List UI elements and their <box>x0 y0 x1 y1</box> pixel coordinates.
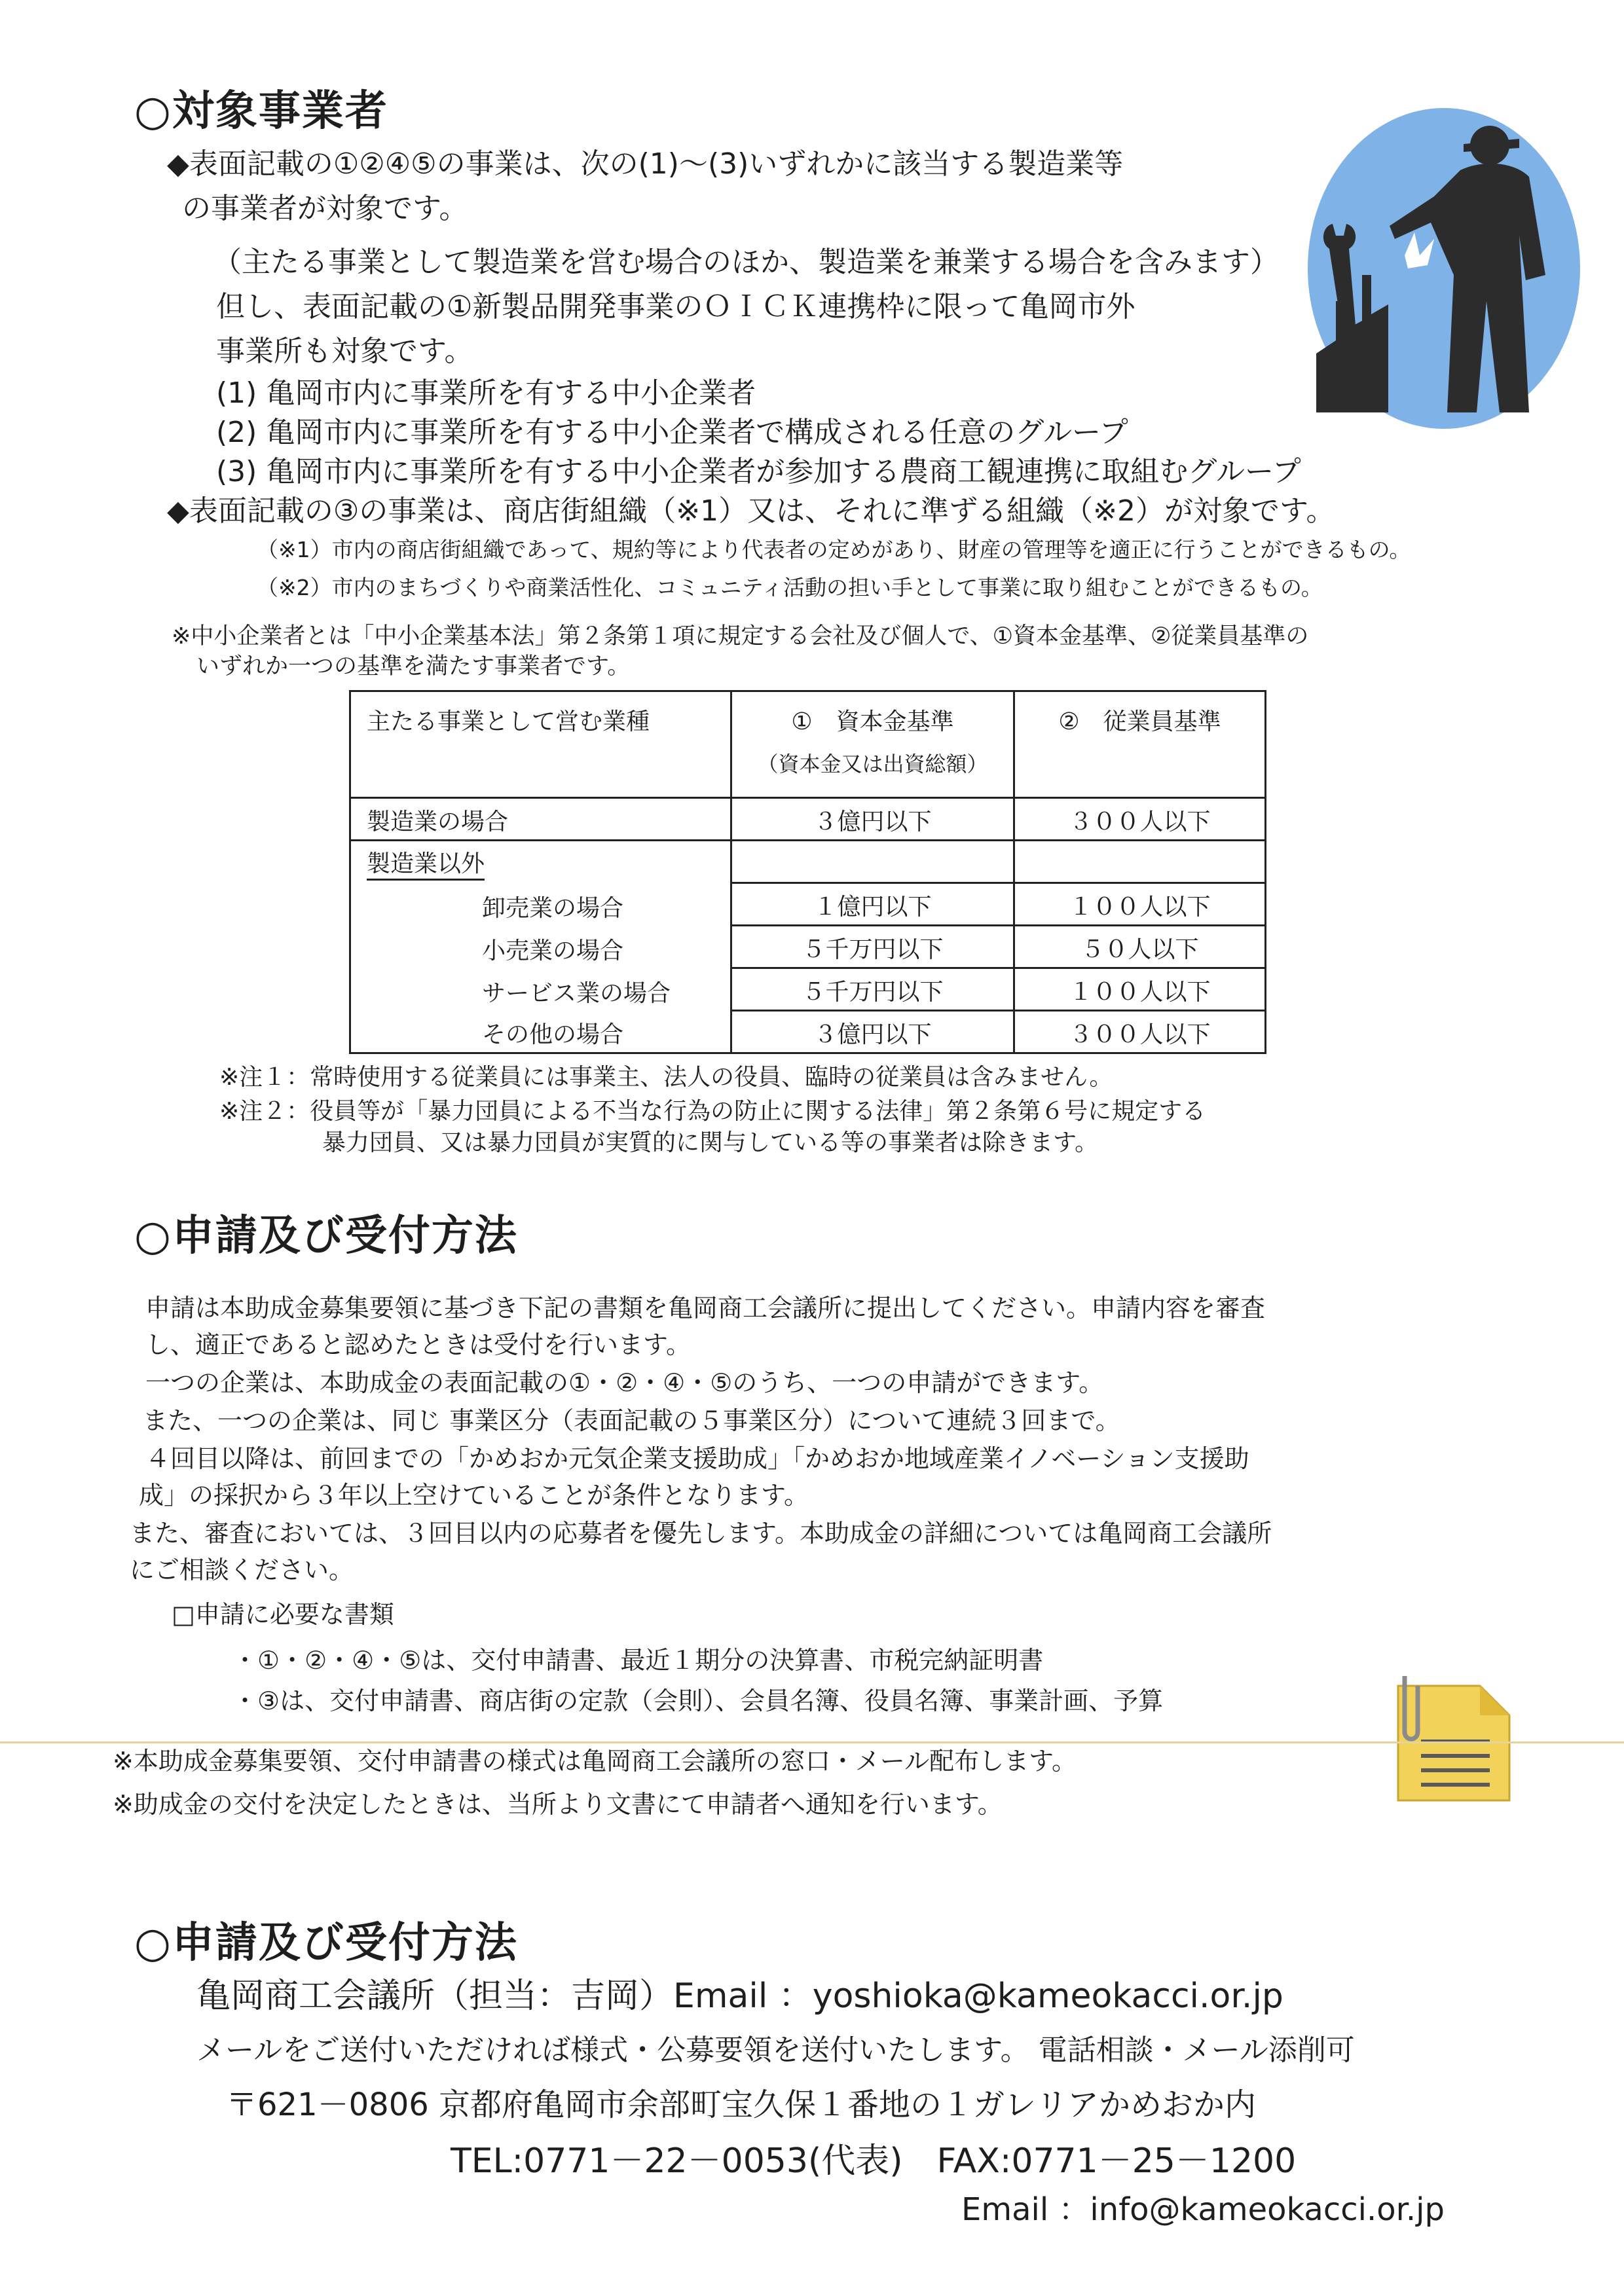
footnote-1: ※本助成金募集要領、交付申請書の様式は亀岡商工会議所の窓口・メール配布します。 <box>113 1747 1077 1776</box>
factory-worker-illustration-icon <box>1303 105 1585 432</box>
section-heading-contact: ○申請及び受付方法 <box>134 1919 518 1967</box>
application-para-line2: し、適正であると認めたときは受付を行います。 <box>145 1330 691 1359</box>
bullet1-line5: 事業所も対象です。 <box>216 335 473 368</box>
application-para-line7: また、審査においては、３回目以内の応募者を優先します。本助成金の詳細については亀岡商工会議所 <box>130 1519 1272 1548</box>
application-para-line8: にご相談ください。 <box>130 1556 354 1584</box>
required-docs-item-2: ・③は、交付申請書、商店街の定款（会則）、会員名簿、役員名簿、事業計画、予算 <box>232 1686 1164 1715</box>
contact-organization: 亀岡商工会議所（担当：吉岡）Email ：yoshioka@kameokacci.or.jp <box>196 1977 1283 2016</box>
contact-mail-note: メールをご送付いただければ様式・公募要領を送付いたします。 電話相談・メール添削可 <box>196 2033 1355 2067</box>
application-para-line4: また、一つの企業は、同じ 事業区分（表面記載の５事業区分）について連続３回まで。 <box>143 1406 1120 1435</box>
table-note-1: ※注１：常時使用する従業員には事業主、法人の役員、臨時の従業員は含みません。 <box>219 1064 1113 1091</box>
application-para-line5: ４回目以降は、前回までの「かめおか元気企業支援助成」「かめおか地域産業イノベーション支援助 <box>145 1444 1249 1473</box>
contact-tel-fax: TEL:0771－22－0053(代表) FAX:0771－25－1200 <box>451 2141 1297 2181</box>
sme-note-line1: ※中小企業者とは「中小企業基本法」第２条第１項に規定する会社及び個人で、①資本金基準、②従業員基準の <box>172 623 1309 649</box>
table-header-capital: ① 資本金基準 （資本金又は出資総額） <box>731 691 1014 798</box>
section-divider <box>0 1741 1624 1743</box>
bullet2-note1: （※1）市内の商店街組織であって、規約等により代表者の定めがあり、財産の管理等を適正に行うことができるもの。 <box>257 537 1411 562</box>
table-note-2a: ※注２：役員等が「暴力団員による不当な行為の防止に関する法律」第２条第６号に規定する <box>219 1098 1206 1125</box>
section-heading-application: ○申請及び受付方法 <box>134 1212 518 1260</box>
table-row: サービス業の場合 ５千万円以下 １００人以下 <box>350 968 1266 1011</box>
bullet2-note2: （※2）市内のまちづくりや商業活性化、コミュニティ活動の担い手として事業に取り組むことができるもの。 <box>257 575 1323 600</box>
bullet2-line1: ◆表面記載の③の事業は、商店街組織（※1）又は、それに準ずる組織（※2）が対象です。 <box>167 494 1335 528</box>
application-para-line1: 申請は本助成金募集要領に基づき下記の書類を亀岡商工会議所に提出してください。申請内容を審査 <box>145 1294 1266 1322</box>
eligibility-item-2: (2) 亀岡市内に事業所を有する中小企業者で構成される任意のグループ <box>216 416 1128 449</box>
table-header-employees: ② 従業員基準 <box>1014 691 1266 798</box>
sme-criteria-table <box>349 690 1266 1054</box>
clipped-document-icon <box>1385 1669 1516 1807</box>
eligibility-item-3: (3) 亀岡市内に事業所を有する中小企業者が参加する農商工観連携に取組むグループ <box>216 455 1301 488</box>
bullet1-line3: （主たる事業として製造業を営む場合のほか、製造業を兼業する場合を含みます） <box>213 246 1279 279</box>
table-note-2b: 暴力団員、又は暴力団員が実質的に関与している等の事業者は除きます。 <box>322 1129 1099 1156</box>
application-para-line6: 成」の採択から３年以上空けていることが条件となります。 <box>139 1481 809 1510</box>
bullet1-line2: の事業者が対象です。 <box>182 192 468 225</box>
required-docs-item-1: ・①・②・④・⑤は、交付申請書、最近１期分の決算書、市税完納証明書 <box>232 1646 1044 1675</box>
table-row: 製造業以外 <box>350 841 1266 883</box>
table-row: 製造業の場合 ３億円以下 ３００人以下 <box>350 798 1266 841</box>
sme-note-line2: いずれか一つの基準を満たす事業者です。 <box>196 653 631 680</box>
footnote-2: ※助成金の交付を決定したときは、当所より文書にて申請者へ通知を行います。 <box>113 1790 1003 1819</box>
table-row: 卸売業の場合 １億円以下 １００人以下 <box>350 883 1266 926</box>
section-heading-target: ○対象事業者 <box>134 87 388 136</box>
application-para-line3: 一つの企業は、本助成金の表面記載の①・②・④・⑤のうち、一つの申請ができます。 <box>145 1368 1104 1397</box>
table-header-industry: 主たる事業として営む業種 <box>350 691 731 798</box>
table-row: その他の場合 ３億円以下 ３００人以下 <box>350 1011 1266 1053</box>
contact-email: Email ：info@kameokacci.or.jp <box>961 2191 1445 2228</box>
contact-address: 〒621－0806 京都府亀岡市余部町宝久保１番地の１ガレリアかめおか内 <box>226 2086 1257 2123</box>
bullet1-line4: 但し、表面記載の①新製品開発事業のＯＩＣＫ連携枠に限って亀岡市外 <box>216 290 1135 323</box>
required-docs-title: □申請に必要な書類 <box>172 1600 394 1629</box>
bullet1-line1: ◆表面記載の①②④⑤の事業は、次の(1)～(3)いずれかに該当する製造業等 <box>167 147 1124 181</box>
eligibility-item-1: (1) 亀岡市内に事業所を有する中小企業者 <box>216 376 756 410</box>
table-row: 小売業の場合 ５千万円以下 ５０人以下 <box>350 926 1266 968</box>
